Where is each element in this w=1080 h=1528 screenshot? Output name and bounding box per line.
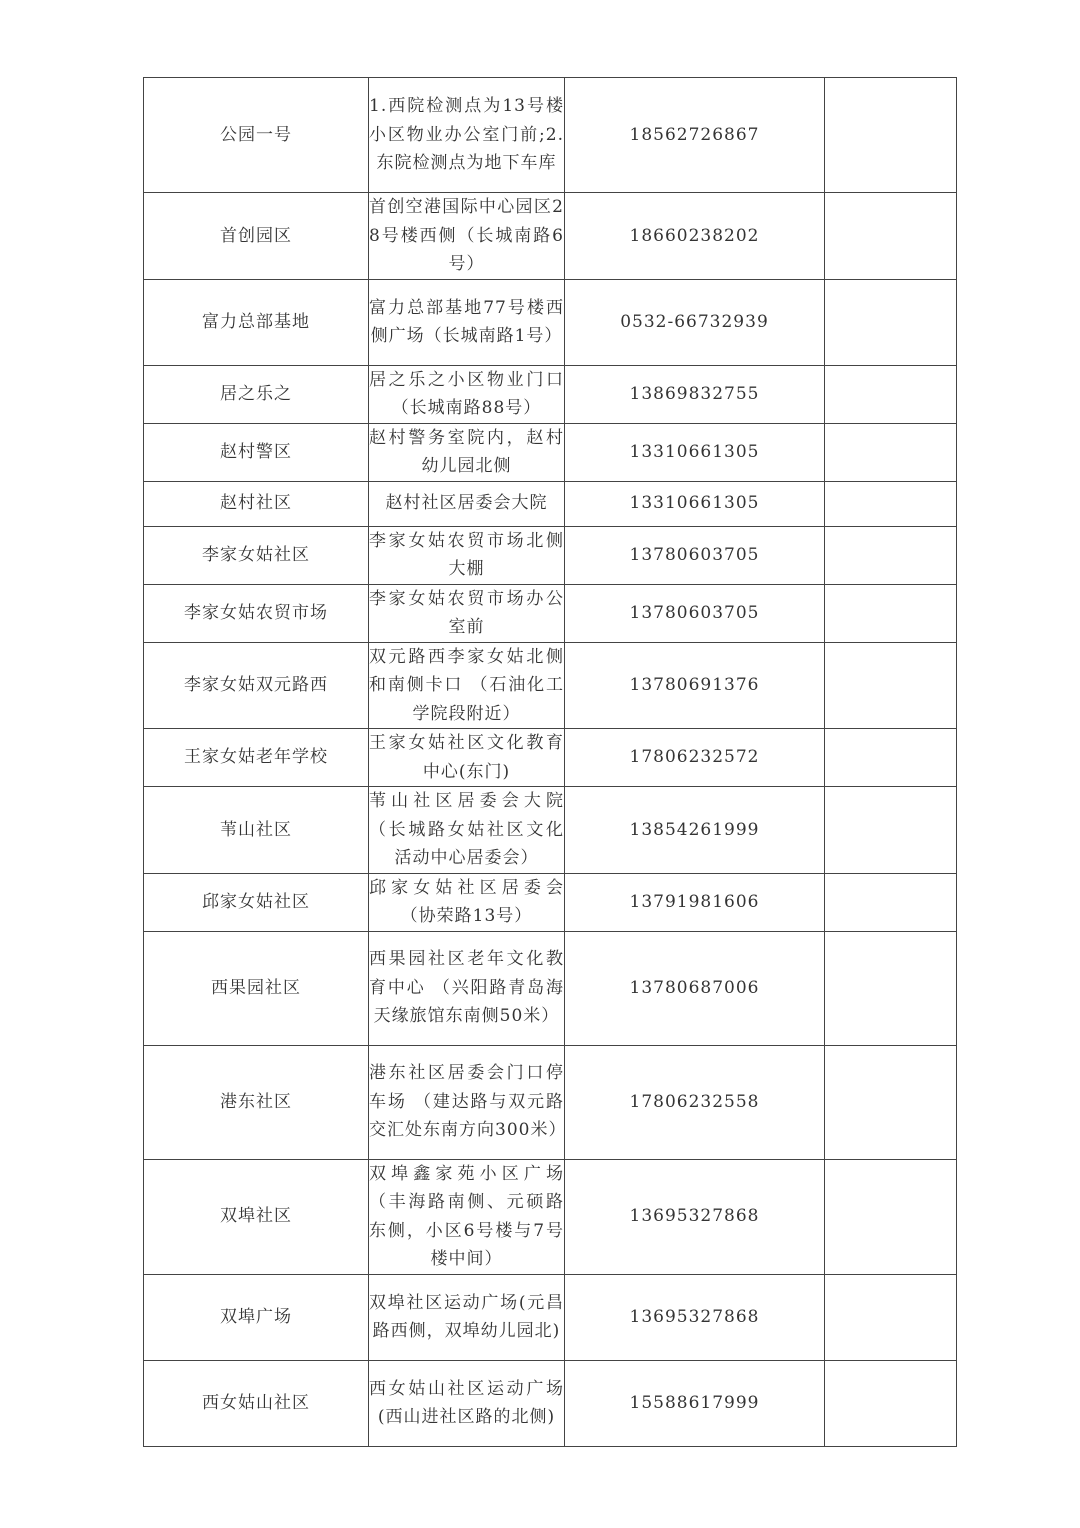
site-address-text: 首创空港国际中心园区28号楼西侧（长城南路6号）	[369, 197, 564, 274]
site-name-cell: 居之乐之	[144, 365, 369, 423]
site-address-cell	[369, 365, 565, 423]
remark-cell	[825, 1360, 957, 1446]
table-row	[144, 873, 957, 931]
site-address-text: 西女姑山社区运动广场(西山进社区路的北侧)	[369, 1378, 564, 1427]
table-row	[144, 584, 957, 642]
contact-phone-cell: 13780687006	[565, 931, 825, 1045]
site-address-cell	[369, 1360, 565, 1446]
site-name-cell: 首创园区	[144, 193, 369, 280]
remark-cell	[825, 423, 957, 481]
table-row	[144, 279, 957, 365]
site-address-cell	[369, 279, 565, 365]
site-name-cell: 双埠社区	[144, 1159, 369, 1274]
site-address-text: 双埠社区运动广场(元昌路西侧，双埠幼儿园北)	[369, 1292, 564, 1341]
site-address-text: 李家女姑农贸市场北侧大棚	[369, 530, 564, 579]
site-address-text: 王家女姑社区文化教育中心(东门)	[369, 733, 564, 782]
contact-phone-cell: 13780603705	[565, 526, 825, 584]
site-address-cell	[369, 1159, 565, 1274]
contact-phone-cell: 18660238202	[565, 193, 825, 280]
site-address-cell	[369, 193, 565, 280]
site-address-cell	[369, 931, 565, 1045]
table-row	[144, 1274, 957, 1360]
site-address-cell	[369, 729, 565, 787]
site-address-text: 苇山社区居委会大院（长城路女姑社区文化活动中心居委会）	[369, 791, 564, 868]
table-row	[144, 1360, 957, 1446]
site-address-cell	[369, 1274, 565, 1360]
site-name-cell: 王家女姑老年学校	[144, 729, 369, 787]
table-row	[144, 1045, 957, 1159]
site-name-cell: 双埠广场	[144, 1274, 369, 1360]
site-address-text: 西果园社区老年文化教育中心 （兴阳路青岛海天缘旅馆东南侧50米）	[369, 949, 564, 1027]
site-name-cell: 李家女姑社区	[144, 526, 369, 584]
table-row	[144, 481, 957, 526]
remark-cell	[825, 642, 957, 729]
site-address-text: 富力总部基地77号楼西侧广场（长城南路1号）	[369, 297, 564, 346]
table-row	[144, 526, 957, 584]
contact-phone-cell: 13310661305	[565, 423, 825, 481]
table-row	[144, 931, 957, 1045]
site-address-cell	[369, 526, 565, 584]
remark-cell	[825, 78, 957, 193]
site-name-cell: 李家女姑农贸市场	[144, 584, 369, 642]
contact-phone-cell: 17806232558	[565, 1045, 825, 1159]
remark-cell	[825, 873, 957, 931]
remark-cell	[825, 1045, 957, 1159]
site-name-cell: 邱家女姑社区	[144, 873, 369, 931]
remark-cell	[825, 787, 957, 874]
contact-phone-cell: 18562726867	[565, 78, 825, 193]
table-row	[144, 423, 957, 481]
site-name-cell: 赵村社区	[144, 481, 369, 526]
contact-phone-cell: 0532-66732939	[565, 279, 825, 365]
site-address-text: 赵村警务室院内，赵村幼儿园北侧	[369, 427, 564, 476]
site-address-text: 赵村社区居委会大院	[385, 493, 548, 514]
remark-cell	[825, 526, 957, 584]
table-row	[144, 642, 957, 729]
table-row	[144, 1159, 957, 1274]
remark-cell	[825, 1274, 957, 1360]
remark-cell	[825, 279, 957, 365]
site-address-cell	[369, 873, 565, 931]
table-body	[144, 78, 957, 1447]
remark-cell	[825, 584, 957, 642]
remark-cell	[825, 193, 957, 280]
remark-cell	[825, 931, 957, 1045]
site-name-cell: 港东社区	[144, 1045, 369, 1159]
contact-phone-cell: 15588617999	[565, 1360, 825, 1446]
site-address-cell	[369, 584, 565, 642]
site-address-cell	[369, 787, 565, 874]
site-address-text: 双元路西李家女姑北侧和南侧卡口 （石油化工学院段附近）	[369, 646, 564, 724]
contact-phone-cell: 17806232572	[565, 729, 825, 787]
site-address-cell	[369, 423, 565, 481]
site-name-cell: 西女姑山社区	[144, 1360, 369, 1446]
remark-cell	[825, 729, 957, 787]
contact-phone-cell: 13310661305	[565, 481, 825, 526]
site-address-text: 双埠鑫家苑小区广场（丰海路南侧、元硕路东侧，小区6号楼与7号楼中间）	[369, 1163, 564, 1269]
contact-phone-cell: 13780603705	[565, 584, 825, 642]
contact-phone-cell: 13695327868	[565, 1274, 825, 1360]
site-address-cell	[369, 642, 565, 729]
site-address-text: 邱家女姑社区居委会（协荣路13号）	[369, 877, 564, 926]
site-address-cell	[369, 78, 565, 193]
site-name-cell: 苇山社区	[144, 787, 369, 874]
site-address-text: 居之乐之小区物业门口（长城南路88号）	[369, 369, 564, 418]
site-address-cell	[369, 1045, 565, 1159]
site-name-cell: 富力总部基地	[144, 279, 369, 365]
table-row	[144, 787, 957, 874]
site-address-text: 港东社区居委会门口停车场 （建达路与双元路交汇处东南方向300米）	[369, 1063, 567, 1141]
site-address-text: 1.西院检测点为13号楼小区物业办公室门前;2.东院检测点为地下车库	[369, 96, 564, 174]
site-name-cell: 李家女姑双元路西	[144, 642, 369, 729]
remark-cell	[825, 365, 957, 423]
remark-cell	[825, 481, 957, 526]
contact-phone-cell: 13854261999	[565, 787, 825, 874]
contact-phone-cell: 13869832755	[565, 365, 825, 423]
testing-sites-table	[143, 77, 957, 1447]
table-row	[144, 78, 957, 193]
site-name-cell: 赵村警区	[144, 423, 369, 481]
contact-phone-cell: 13791981606	[565, 873, 825, 931]
contact-phone-cell: 13780691376	[565, 642, 825, 729]
table-row	[144, 729, 957, 787]
table-row	[144, 365, 957, 423]
site-address-cell	[369, 481, 565, 526]
table-row	[144, 193, 957, 280]
remark-cell	[825, 1159, 957, 1274]
site-name-cell: 公园一号	[144, 78, 369, 193]
site-address-text: 李家女姑农贸市场办公室前	[369, 588, 564, 637]
site-name-cell: 西果园社区	[144, 931, 369, 1045]
contact-phone-cell: 13695327868	[565, 1159, 825, 1274]
